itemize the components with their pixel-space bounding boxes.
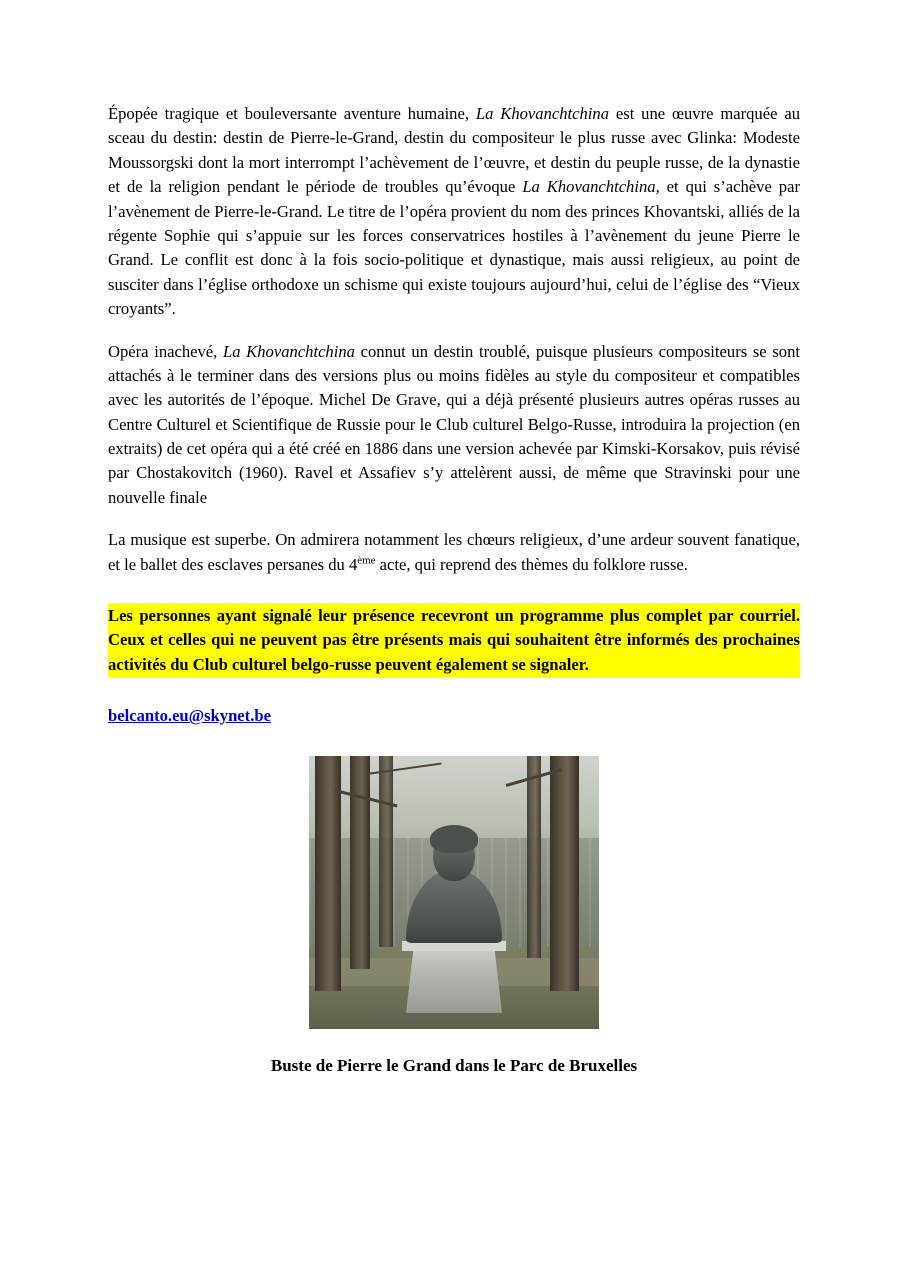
figure <box>108 756 800 1076</box>
text-run: et qui s’achève par l’avènement de Pierre-le-Grand. Le titre de l’opéra provient du nom des princes Khovantski, alliés de la régente Sophie qui s’appuie sur les forces conservatrices hostiles à l’avènement du jeune Pierre le Grand. Le conflit est donc à la fois socio-politique et dynastique, mais aussi religieux, au point de susciter dans l’église orthodoxe un schisme qui existe toujours aujourd’hui, celui de l’église des “Vieux croyants”. <box>108 177 800 319</box>
ordinal-suffix: ème <box>357 554 376 567</box>
text-run: est une œuvre marquée au sceau du destin: destin de Pierre-le-Grand, destin du compositeur le plus russe avec Glinka: Modeste Moussorgski dont la mort interrompt l’achèvement de l’œuvre, et destin du peuple russe, de la dynastie et de la religion pendant le période de troubles qu’évoque <box>108 104 800 197</box>
text-run: La musique est superbe. On admirera notamment les chœurs religieux, d’une ardeur souvent fanatique, et le ballet des esclaves persanes du 4 <box>108 530 800 574</box>
tree-trunk <box>527 756 542 958</box>
photo-bust-pierre-le-grand <box>309 756 599 1029</box>
paragraph-1 <box>108 102 800 322</box>
paragraph-3 <box>108 528 800 577</box>
title-italic-khovanchtchina: La Khovanchtchina <box>475 104 610 123</box>
text-run: connut un destin troublé, puisque plusieurs compositeurs se sont attachés à le terminer dans des versions plus ou moins fidèles au style du compositeur et compatibles avec les autorités de l’époque. Michel De Grave, qui a déjà présenté plusieurs autres opéras russes au Centre Culturel et Scientifique de Russie pour le Club culturel Belgo-Russe, introduira la projection (en extraits) de cet opéra qui a été créé en 1886 dans une version achevée par Kimski-Korsakov, puis révisé par Chostakovitch (1960). Ravel et Assafiev s’y attelèrent aussi, de même que Stravinski pour une nouvelle finale <box>108 341 800 507</box>
tree-trunk <box>379 756 394 947</box>
text-run: Épopée tragique et bouleversante aventure humaine, <box>108 104 476 123</box>
title-italic-khovanchtchina: La Khovanchtchina <box>222 341 355 361</box>
tree-trunk <box>350 756 370 969</box>
document-body <box>108 102 800 1076</box>
highlighted-note-text: Les personnes ayant signalé leur présence recevront un programme plus complet par courriel. Ceux et celles qui ne peuvent pas être présents mais qui souhaitent être informés des prochaines activités du Club culturel belgo-russe peuvent également se signaler. <box>108 606 800 674</box>
bust-hair <box>430 825 478 853</box>
text-run: acte, qui reprend des thèmes du folklore russe. <box>375 554 688 574</box>
text-run: Opéra inachevé, <box>108 341 223 361</box>
email-link[interactable]: belcanto.eu@skynet.be <box>108 706 271 726</box>
title-italic-khovanchtchina: La Khovanchtchina, <box>522 177 660 197</box>
figure-caption: Buste de Pierre le Grand dans le Parc de Bruxelles <box>270 1056 638 1076</box>
tree-trunk <box>550 756 579 991</box>
highlighted-note <box>108 603 800 678</box>
paragraph-2 <box>108 340 800 511</box>
statue-pedestal <box>406 947 502 1013</box>
